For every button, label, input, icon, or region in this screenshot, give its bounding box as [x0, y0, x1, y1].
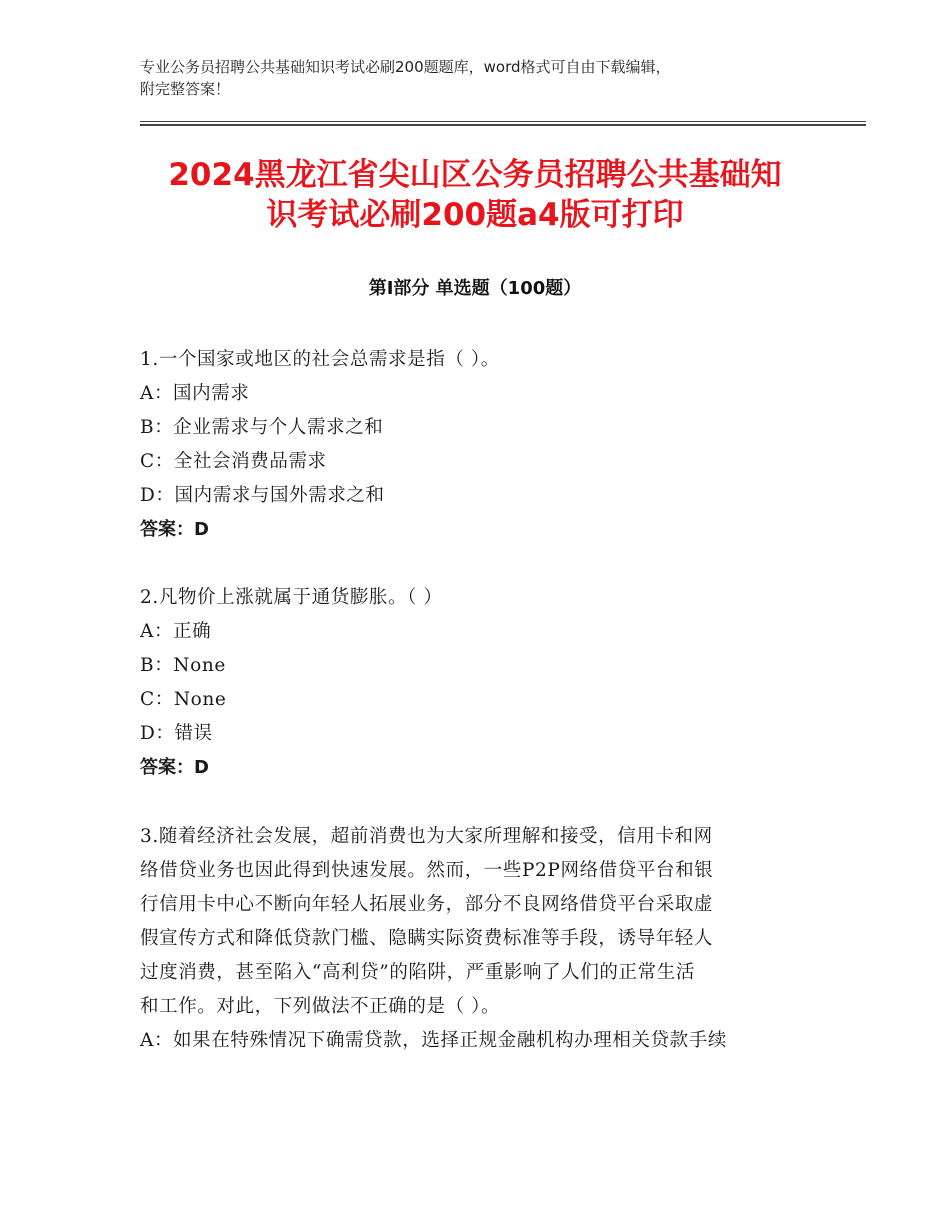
- question-stem-line: 行信用卡中心不断向年轻人拓展业务，部分不良网络借贷平台采取虚: [140, 894, 714, 915]
- option-a: A：国内需求: [140, 383, 250, 404]
- option-c: C：None: [140, 689, 227, 710]
- question-1: [140, 343, 820, 547]
- section-title: 第Ⅰ部分 单选题（100题）: [368, 278, 582, 299]
- question-3: [140, 820, 820, 1058]
- header-note-line: 专业公务员招聘公共基础知识考试必刷200题题库，word格式可自由下载编辑，: [140, 58, 671, 76]
- question-stem-line: 络借贷业务也因此得到快速发展。然而，一些P2P网络借贷平台和银: [140, 860, 714, 881]
- document-title: [100, 155, 850, 235]
- option-d: D：错误: [140, 723, 213, 744]
- header-note: [140, 56, 820, 100]
- question-stem: 2.凡物价上涨就属于通货膨胀。（ ）: [140, 587, 443, 608]
- option-c: C：全社会消费品需求: [140, 451, 327, 472]
- option-b: B：企业需求与个人需求之和: [140, 417, 384, 438]
- header-note-line: 附完整答案！: [140, 80, 231, 98]
- option-a: A：如果在特殊情况下确需贷款，选择正规金融机构办理相关贷款手续: [140, 1030, 727, 1051]
- header-divider-thick: [140, 124, 866, 126]
- answer: 答案：D: [140, 519, 209, 540]
- question-stem-line: 3.随着经济社会发展，超前消费也为大家所理解和接受，信用卡和网: [140, 826, 713, 847]
- question-stem-line: 假宣传方式和降低贷款门槛、隐瞒实际资费标准等手段，诱导年轻人: [140, 928, 714, 949]
- answer: 答案：D: [140, 757, 209, 778]
- document-title-line: 识考试必刷200题a4版可打印: [266, 197, 684, 233]
- question-2: [140, 581, 820, 785]
- option-b: B：None: [140, 655, 226, 676]
- question-stem-line: 过度消费，甚至陷入“高利贷”的陷阱，严重影响了人们的正常生活: [140, 962, 695, 983]
- option-d: D：国内需求与国外需求之和: [140, 485, 385, 506]
- option-a: A：正确: [140, 621, 212, 642]
- header-divider: [140, 121, 866, 122]
- document-title-line: 2024黑龙江省尖山区公务员招聘公共基础知: [168, 157, 782, 193]
- question-stem: 1.一个国家或地区的社会总需求是指（ ）。: [140, 349, 500, 370]
- question-stem-line: 和工作。对此，下列做法不正确的是（ ）。: [140, 996, 501, 1017]
